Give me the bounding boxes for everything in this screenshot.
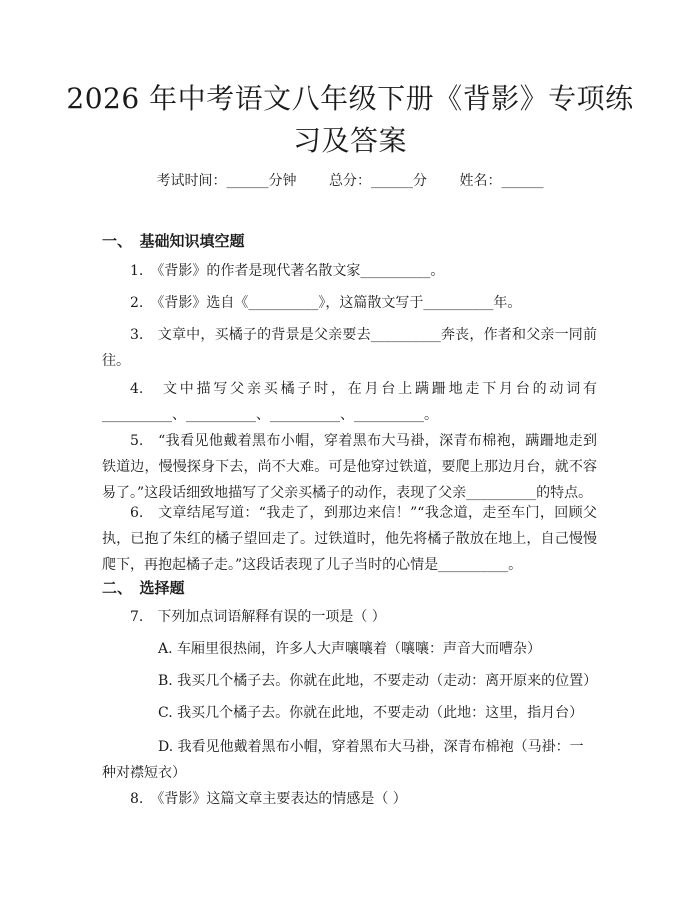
question-8: 8. 《背影》这篇文章主要表达的情感是（ ） [130, 791, 407, 807]
exam-time: 考试时间：______分钟 [156, 173, 297, 189]
section-heading-multiple-choice: 二、 选择题 [102, 579, 185, 597]
option-d: D. 我看见他戴着黑布小帽，穿着黑布大马褂，深青布棉袍（马褂：一种对襟短衣） [102, 739, 584, 781]
option-a: A. 车厢里很热闹，许多人大声嚷嚷着（嚷嚷：声音大而嘈杂） [158, 641, 542, 657]
question-2: 2. 《背影》选自《__________》，这篇散文写于__________年。 [130, 295, 522, 311]
question-4: 4. 文中描写父亲买橘子时，在月台上蹒跚地走下月台的动词有__________、__________、__________、__________。 [102, 381, 597, 423]
option-c: C. 我买几个橘子去。你就在此地，不要走动（此地：这里，指月台） [158, 705, 584, 721]
question-6: 6. 文章结尾写道：“我走了，到那边来信！”“我念道，走至车门，回顾父执，已抱了朱红的橘子望回走了。过铁道时，他先将橘子散放在地上，自己慢慢爬下，再抱起橘子走。”这段话表现了儿子当时的心情是__________。 [102, 505, 597, 573]
question-5: 5. “我看见他戴着黑布小帽，穿着黑布大马褂，深青布棉袍，蹒跚地走到铁道边，慢慢探身下去，尚不大难。可是他穿过铁道，要爬上那边月台，就不容易了。”这段话细致地描写了父亲买橘子的动作，表现了父亲__________的特点。 [102, 433, 597, 501]
student-name: 姓名：______ [459, 173, 544, 189]
question-1: 1. 《背影》的作者是现代著名散文家__________。 [130, 263, 445, 279]
question-3: 3. 文章中，买橘子的背景是父亲要去__________奔丧，作者和父亲一同前往。 [102, 327, 597, 369]
option-b: B. 我买几个橘子去。你就在此地，不要走动（走动：离开原来的位置） [158, 673, 598, 689]
question-7: 7. 下列加点词语解释有误的一项是（ ） [130, 609, 386, 625]
exam-info [0, 170, 700, 190]
page-title: 2026 年中考语文八年级下册《背影》专项练习及答案 [66, 82, 634, 157]
exam-score: 总分：______分 [329, 173, 427, 189]
section-heading-fill-blank: 一、 基础知识填空题 [102, 232, 245, 250]
